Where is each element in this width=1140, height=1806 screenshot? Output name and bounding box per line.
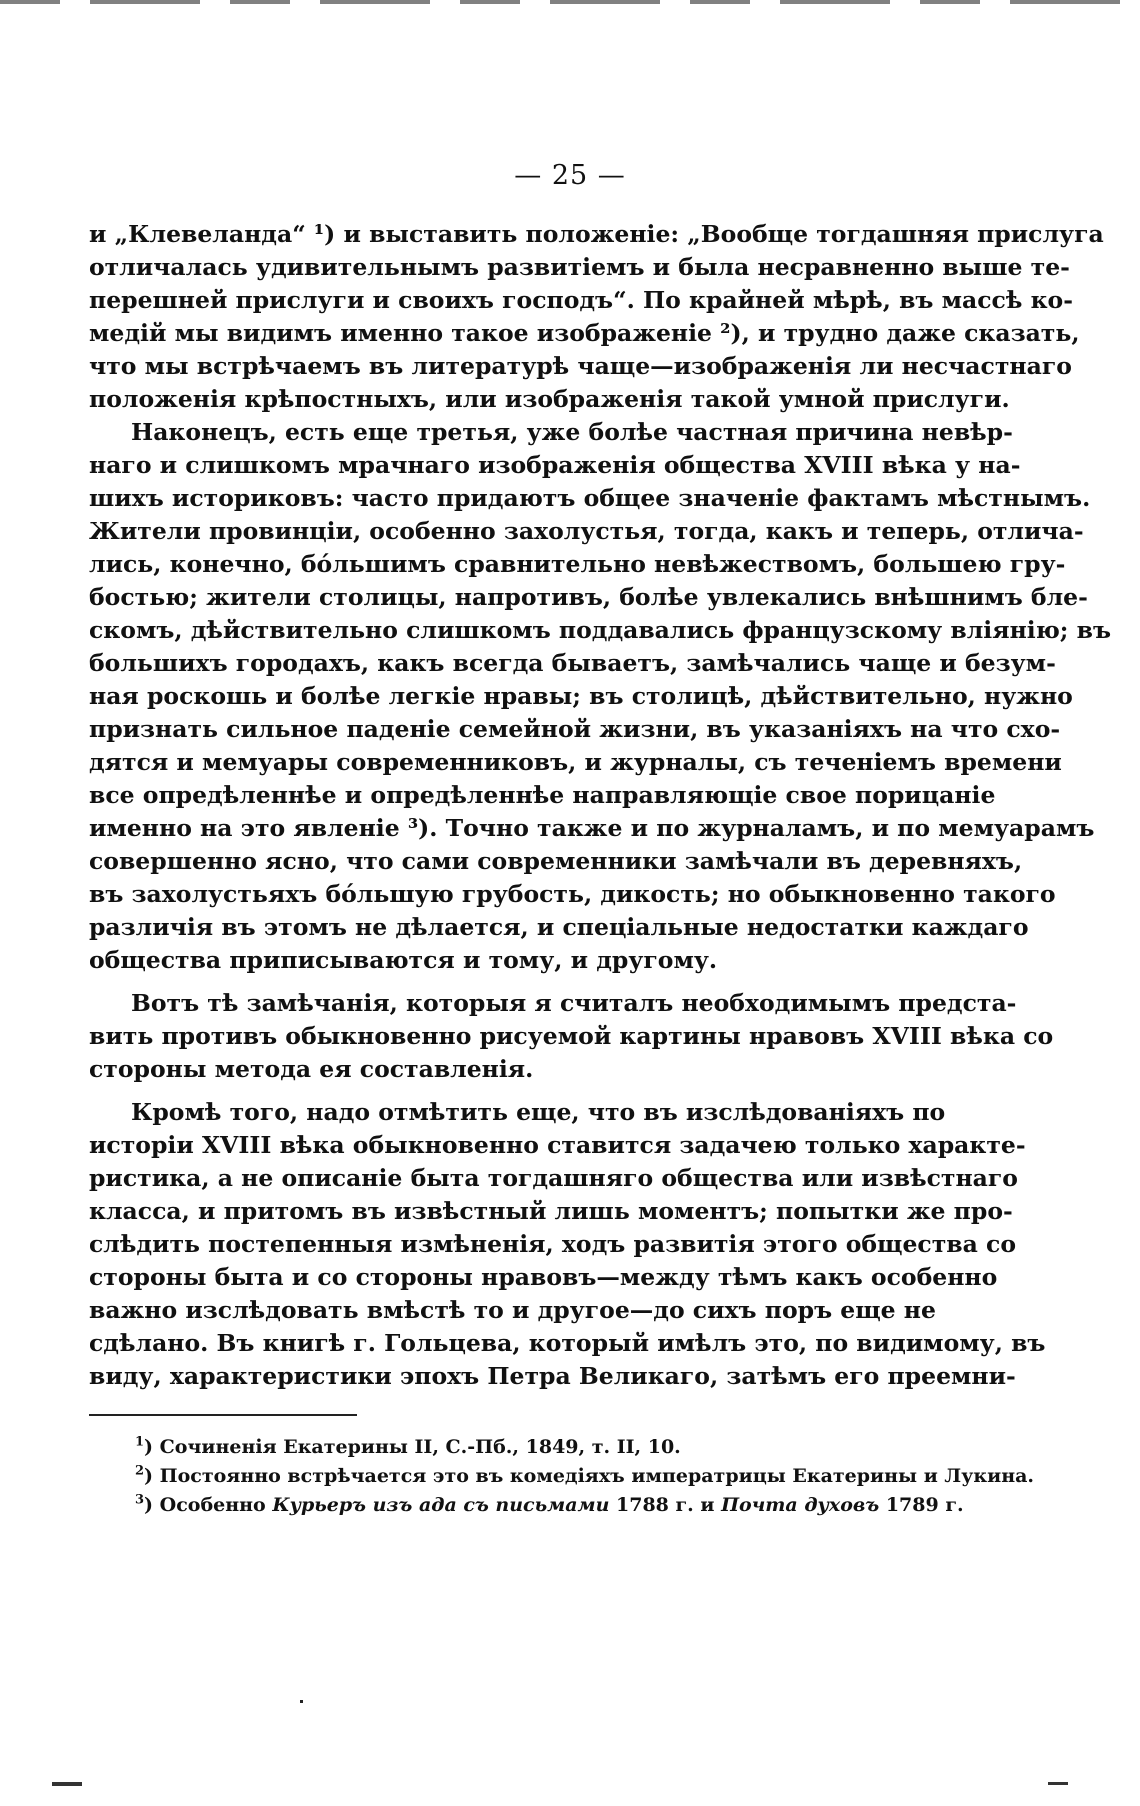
text-line: класса, и притомъ въ извѣстный лишь моментъ; попытки же про-: [89, 1197, 1013, 1225]
footnote-divider: [89, 1414, 357, 1416]
scan-edge-mark: [52, 1782, 82, 1786]
text-line: отличалась удивительнымъ развитіемъ и была несравненно выше те-: [89, 253, 1070, 281]
text-line: что мы встрѣчаемъ въ литературѣ чаще—изображенія ли несчастнаго: [89, 352, 1072, 380]
scan-speck: [300, 1700, 303, 1703]
paragraph: [89, 987, 1054, 1086]
paragraph: [89, 1096, 1046, 1393]
text-line: шихъ историковъ: часто придаютъ общее значеніе фактамъ мѣстнымъ.: [89, 484, 1091, 512]
body-text: [89, 218, 1112, 1393]
text-line: медій мы видимъ именно такое изображеніе ²), и трудно даже сказать,: [89, 319, 1080, 347]
text-line: Кромѣ того, надо отмѣтить еще, что въ изслѣдованіяхъ по: [131, 1098, 946, 1126]
text-line: лись, конечно, бо́льшимъ сравнительно невѣжествомъ, большею гру-: [89, 550, 1066, 578]
text-line: перешней прислуги и своихъ господъ“. По крайней мѣрѣ, въ массѣ ко-: [89, 286, 1073, 314]
text-line: исторіи XVIII вѣка обыкновенно ставится задачею только характе-: [89, 1131, 1026, 1159]
text-line: стороны быта и со стороны нравовъ—между тѣмъ какъ особенно: [89, 1263, 998, 1291]
text-line: именно на это явленіе ³). Точно также и по журналамъ, и по мемуарамъ: [89, 814, 1095, 842]
footnote-text: Сочиненія Екатерины II, С.-Пб., 1849, т. II, 10.: [159, 1436, 681, 1458]
footnote-3: $^3$) Особенно Курьеръ изъ ада съ письмами 1788 г. и Почта духовъ 1789 г.: [135, 1492, 964, 1516]
footnote-marker: 2: [135, 1463, 145, 1479]
text-line: бостью; жители столицы, напротивъ, болѣе увлекались внѣшнимъ бле-: [89, 583, 1088, 611]
footnote-text: 1788 г. и: [609, 1494, 722, 1516]
text-line: признать сильное паденіе семейной жизни, въ указаніяхъ на что схо-: [89, 715, 1061, 743]
footnote-text: Постоянно встрѣчается это въ комедіяхъ императрицы Екатерины и Лукина.: [159, 1465, 1035, 1487]
text-line: важно изслѣдовать вмѣстѣ то и другое—до сихъ поръ еще не: [89, 1296, 936, 1324]
paragraph: [89, 416, 1112, 977]
text-line: Жители провинціи, особенно захолустья, тогда, какъ и теперь, отлича-: [89, 517, 1084, 545]
text-line: совершенно ясно, что сами современники замѣчали въ деревняхъ,: [89, 847, 1023, 875]
text-line: различія въ этомъ не дѣлается, и спеціальные недостатки каждаго: [89, 913, 1029, 941]
text-line: дятся и мемуары современниковъ, и журналы, съ теченіемъ времени: [89, 748, 1062, 776]
text-line: наго и слишкомъ мрачнаго изображенія общества XVIII вѣка у на-: [89, 451, 1021, 479]
text-line: вить противъ обыкновенно рисуемой картины нравовъ XVIII вѣка со: [89, 1022, 1054, 1050]
text-line: общества приписываются и тому, и другому.: [89, 946, 718, 974]
footnote-marker: 3: [135, 1492, 145, 1508]
text-line: ная роскошь и болѣе легкіе нравы; въ столицѣ, дѣйствительно, нужно: [89, 682, 1073, 710]
text-line: положенія крѣпостныхъ, или изображенія такой умной прислуги.: [89, 385, 1010, 413]
text-line: стороны метода ея составленія.: [89, 1055, 534, 1083]
text-line: слѣдить постепенныя измѣненія, ходъ развитія этого общества со: [89, 1230, 1017, 1258]
text-line: Вотъ тѣ замѣчанія, которыя я считалъ необходимымъ предста-: [131, 989, 1017, 1017]
footnotes: [135, 1433, 1035, 1520]
footnote-text: Особенно: [159, 1494, 273, 1516]
footnote-italic-title: Курьеръ изъ ада съ письмами: [272, 1494, 610, 1516]
text-line: скомъ, дѣйствительно слишкомъ поддавались французскому вліянію; въ: [89, 616, 1112, 644]
footnote-italic-title: Почта духовъ: [721, 1494, 880, 1516]
footnote-2: $^2$) Постоянно встрѣчается это въ комедіяхъ императрицы Екатерины и Лукина.: [135, 1463, 1035, 1487]
text-line: и „Клевеланда“ ¹) и выставить положеніе: „Вообще тогдашняя прислуга: [89, 220, 1104, 248]
scan-edge-mark: [1048, 1782, 1068, 1785]
text-line: сдѣлано. Въ книгѣ г. Гольцева, который имѣлъ это, по видимому, въ: [89, 1329, 1046, 1357]
text-line: виду, характеристики эпохъ Петра Великаго, затѣмъ его преемни-: [89, 1362, 1016, 1390]
text-line: ристика, а не описаніе быта тогдашняго общества или извѣстнаго: [89, 1164, 1018, 1192]
text-line: все опредѣленнѣе и опредѣленнѣе направляющіе свое порицаніе: [89, 781, 996, 809]
page-number: — 25 —: [514, 160, 626, 191]
page-top-edge: [0, 0, 1140, 4]
text-line: въ захолустьяхъ бо́льшую грубость, дикость; но обыкновенно такого: [89, 880, 1056, 908]
text-line: большихъ городахъ, какъ всегда бываетъ, замѣчались чаще и безум-: [89, 649, 1056, 677]
footnote-text: 1789 г.: [879, 1494, 964, 1516]
footnote-marker: 1: [135, 1434, 145, 1450]
text-line: Наконецъ, есть еще третья, уже болѣе частная причина невѣр-: [131, 418, 1013, 446]
footnote-1: $^1$) Сочиненія Екатерины II, С.-Пб., 1849, т. II, 10.: [135, 1434, 681, 1458]
paragraph: [89, 218, 1104, 416]
